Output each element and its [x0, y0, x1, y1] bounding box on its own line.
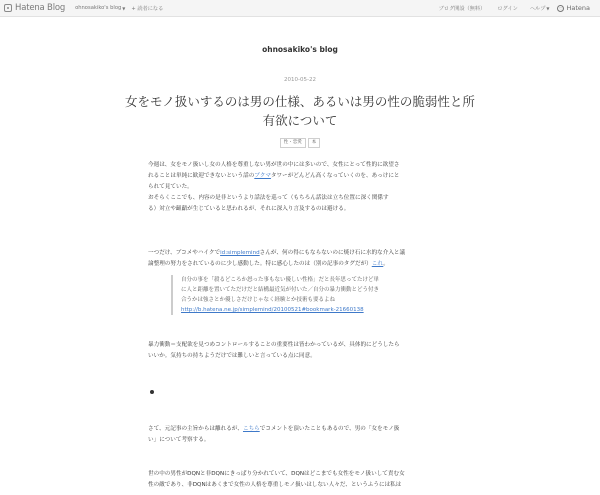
- hatena-link[interactable]: [557, 4, 590, 12]
- entry-body: [148, 160, 453, 270]
- hatena-icon: ♡: [559, 5, 563, 11]
- bookmark-link[interactable]: ブクマ: [254, 173, 271, 179]
- entry-title-line1: 女をモノ扱いするのは男の仕様、あるいは男の性の脆弱性と所: [125, 94, 475, 109]
- hatena-blog-logo-icon: [4, 4, 12, 12]
- reference-link[interactable]: これ: [371, 261, 384, 267]
- entry-body-continued: [148, 424, 453, 446]
- help-label: ヘルプ: [529, 5, 546, 12]
- text: れることは単純に歓迎できないという話の: [148, 173, 255, 179]
- bullet-separator: [150, 390, 154, 394]
- text: 一つだけ、ブコメやハイクで: [148, 250, 221, 256]
- entry-body-continued: [148, 469, 453, 491]
- text: タワーがどんどん高くなっていくのを、あっけにと: [270, 173, 400, 179]
- quote-source-link[interactable]: http://b.hatena.ne.jp/simplemind/20100521#bookmark-21660138: [181, 307, 364, 313]
- paragraph-line: [148, 259, 453, 270]
- hatena-label: Hatena: [566, 4, 590, 12]
- hatena-blog-logo[interactable]: [4, 3, 65, 13]
- subscribe-label: + 読者になる: [131, 5, 164, 12]
- help-menu[interactable]: [530, 5, 550, 12]
- blog-title[interactable]: ohnosakiko's blog: [262, 45, 338, 54]
- login-link[interactable]: ログイン: [497, 5, 518, 12]
- paragraph-line: られて見ていた。: [148, 184, 193, 190]
- entry-categories: [0, 138, 600, 148]
- text: さて、元記事の主旨からは離れるが、: [148, 426, 243, 432]
- comment-link[interactable]: こちら: [242, 426, 260, 432]
- text: でコメントを頂いたこともあるので、男の「女をモノ扱: [259, 426, 400, 432]
- signup-link[interactable]: ブログ開設（無料）: [438, 5, 486, 12]
- paragraph-line: 今週は、女をモノ扱いし女の人格を尊重しない男が世の中には多いので、女性にとって性的に欲望さ: [148, 162, 400, 168]
- paragraph-line: [148, 171, 453, 182]
- entry-date[interactable]: 2010-05-22: [284, 77, 316, 83]
- global-header: [0, 0, 600, 17]
- paragraph-line: 性の敵であり、非DQNはあくまで女性の人格を尊重しモノ扱いはしない人々だ、というふうには私は: [148, 482, 402, 488]
- text: 論整理の努力をされているのに少し感動した。特に感心したのは（別の記事のタグだが）: [148, 261, 372, 267]
- category-tag[interactable]: 本: [308, 138, 321, 148]
- blog-menu[interactable]: [75, 5, 125, 11]
- blog-menu-label: ohnosakiko's blog: [75, 5, 122, 11]
- text: さんが、何の得にもならないのに焼け石に水的な介入と議: [259, 250, 406, 256]
- blockquote: [171, 275, 461, 315]
- paragraph-line: る）対立や齟齬が生じていると思われるが、それに深入り言及するのは避ける。: [148, 206, 350, 212]
- quote-line: 自分の事を「殺るどころか怒った事もない優しい性格」だと長年思ってたけど単: [181, 277, 380, 283]
- paragraph-line: いいか。気持ちの持ちようだけでは難しいと言っている点に同意。: [148, 353, 316, 359]
- user-link[interactable]: id:simplemind: [220, 250, 260, 256]
- paragraph-line: [148, 248, 453, 259]
- text: 。: [383, 261, 389, 267]
- quote-line: 合うかは強さとか優しさだけじゃなく経験とか技術も要るよね: [181, 297, 336, 303]
- paragraph-line: い」について考察する。: [148, 437, 210, 443]
- quote-line: に人と距離を置いてただけだと結構最近気が付いた／自分の暴力衝動とどう付き: [181, 287, 380, 293]
- chevron-down-icon: ▼: [122, 5, 126, 11]
- paragraph-line: 世の中の男性がDQNと非DQNにきっぱり分かれていて、DQNはどこまでも女性をモノ扱いして責む女: [148, 471, 405, 477]
- entry-title-line2: 有欲について: [262, 113, 338, 128]
- entry-title[interactable]: [105, 92, 495, 130]
- paragraph-line: おそらくここでも、内容の是非というより話法を巡って（もちろん話法は立ち位置に深く関係す: [148, 195, 389, 201]
- paragraph-line: 暴力衝動＝支配欲を見つめコントロールすることの重要性は皆わかっているが、具体的にどうしたら: [148, 342, 400, 348]
- logo-text: Hatena Blog: [15, 3, 66, 13]
- chevron-down-icon: ▼: [546, 5, 550, 11]
- paragraph-line: [148, 424, 453, 435]
- entry-body-continued: [148, 340, 453, 362]
- subscribe-button[interactable]: [131, 5, 163, 12]
- category-tag[interactable]: 性・恋愛: [280, 138, 306, 148]
